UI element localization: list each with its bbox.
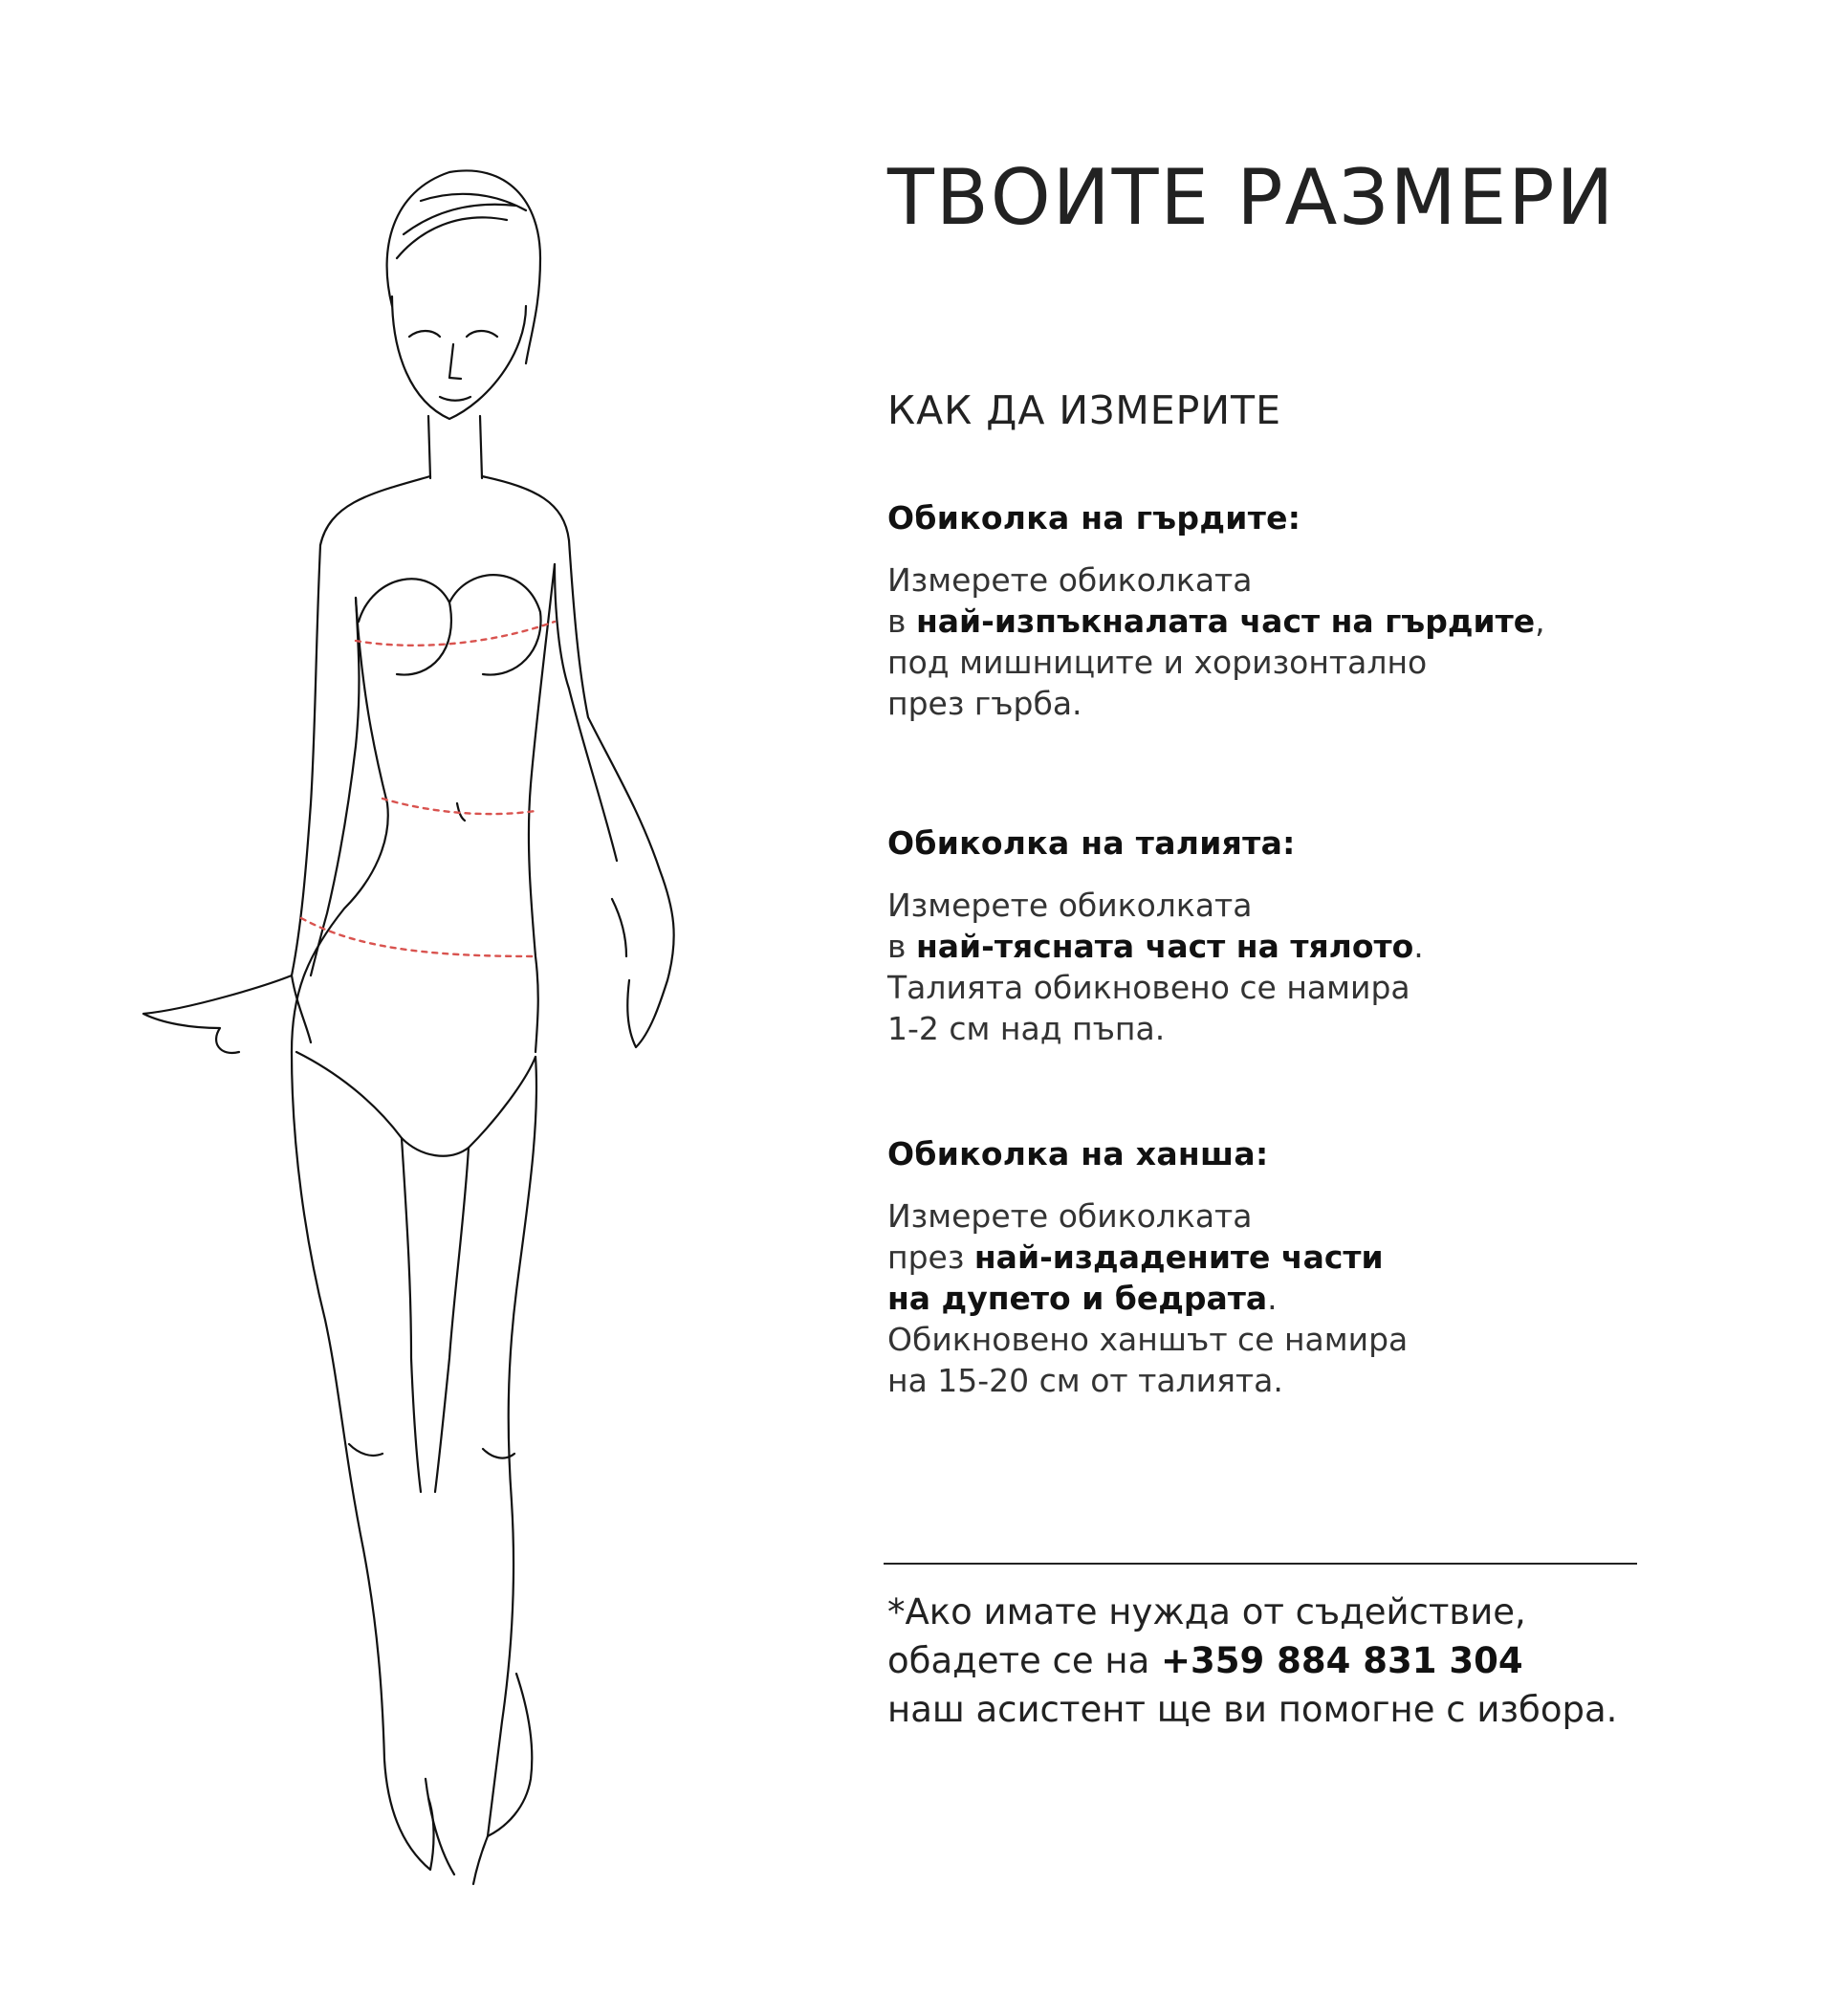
pelvis-line [296, 1052, 536, 1156]
left-shoulder [320, 476, 430, 545]
right-shoulder [482, 476, 569, 540]
head-outline [387, 170, 540, 363]
torso-right [529, 564, 555, 1052]
knees [349, 1444, 514, 1458]
bust [359, 575, 541, 674]
section-heading: Обиколка на ханша: [887, 1135, 1269, 1172]
right-inner-leg [435, 1148, 469, 1492]
waist-measure-line [382, 799, 536, 814]
right-inner-arm [555, 564, 617, 861]
left-arm [143, 545, 320, 1053]
left-inner-leg [402, 1138, 421, 1492]
section-heading: Обиколка на талията: [887, 824, 1296, 862]
section-text: Измерете обиколката в най-тясната част на тялото. Талията обикновено се намира 1-2 см над пъпа. [887, 887, 1424, 1047]
female-figure-illustration [105, 115, 794, 1894]
page-title: ТВОИТЕ РАЗМЕРИ [887, 153, 1616, 242]
neck [428, 416, 482, 478]
page-subtitle: КАК ДА ИЗМЕРИТЕ [887, 387, 1281, 433]
section-heading: Обиколка на гърдите: [887, 499, 1301, 537]
torso-left [292, 598, 388, 1052]
bust-measure-line [356, 622, 555, 646]
section-text: Измерете обиколката в най-изпъкналата част на гърдите, под мишниците и хоризонтално през гърба. [887, 561, 1545, 722]
divider [884, 1563, 1637, 1565]
waist-section [887, 824, 1748, 1049]
section-text: Измерете обиколката през най-издадените части на дупето и бедрата. Обикновено ханшът се намира на 15-20 см от талията. [887, 1197, 1409, 1399]
feet [426, 1779, 488, 1884]
right-arm [569, 540, 674, 1047]
nose [449, 344, 461, 379]
assistance-note: *Ако имате нужда от съдействие, обадете се на +359 884 831 304 наш асистент ще ви помогне с избора. [887, 1591, 1618, 1730]
mouth [440, 397, 470, 401]
hips-section [887, 1135, 1748, 1401]
bust-section [887, 499, 1748, 724]
left-inner-arm [311, 598, 359, 975]
phone-number[interactable]: +359 884 831 304 [1161, 1640, 1523, 1681]
hair-lines [397, 194, 526, 258]
left-leg [292, 1052, 434, 1870]
hips-measure-line [301, 918, 536, 956]
eyes [409, 331, 497, 337]
right-leg [488, 1057, 536, 1836]
